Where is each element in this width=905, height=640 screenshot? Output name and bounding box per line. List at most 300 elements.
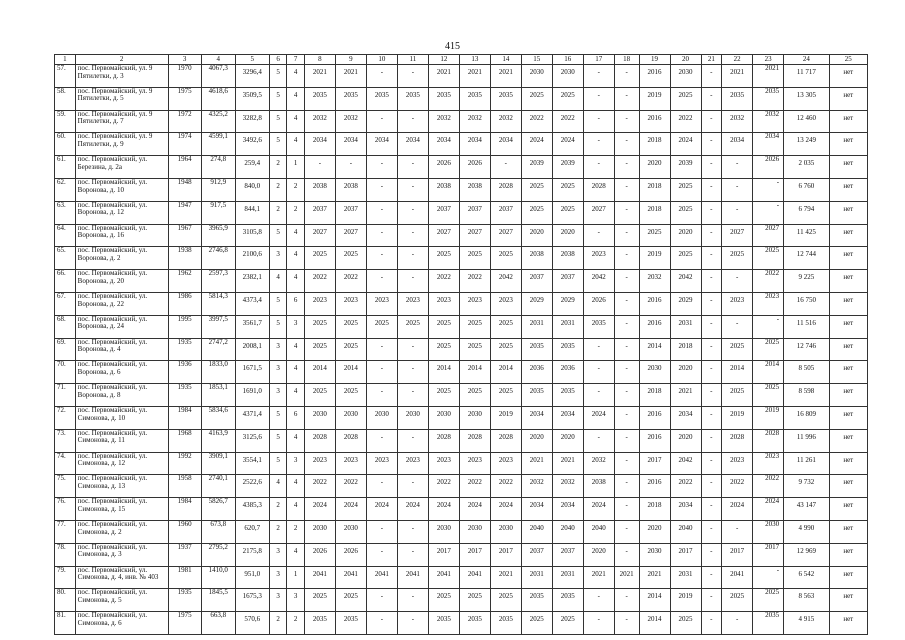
value-cell: 2032 xyxy=(639,270,670,293)
value-cell: 2023 xyxy=(304,452,335,475)
value-cell: - xyxy=(701,133,722,156)
column-number: 18 xyxy=(614,55,639,65)
value-cell: 2035 xyxy=(335,87,366,110)
value-cell: 2014 xyxy=(490,361,521,384)
value-cell: 2014 xyxy=(335,361,366,384)
value-cell: 2035 xyxy=(521,338,552,361)
row-number: 63. xyxy=(55,201,76,224)
value-cell: 2022 xyxy=(335,270,366,293)
value-cell: 1936 xyxy=(168,361,201,384)
value-cell: 4599,1 xyxy=(201,133,235,156)
address-cell: пос. Первомайский, ул. Воронова, д. 20 xyxy=(75,270,168,293)
value-cell: 2746,8 xyxy=(201,247,235,270)
value-cell: 2795,2 xyxy=(201,543,235,566)
value-cell: 2025 xyxy=(490,315,521,338)
value-cell: 2041 xyxy=(304,566,335,589)
value-cell: - xyxy=(366,247,397,270)
column-number: 24 xyxy=(784,55,829,65)
value-cell: 2023 xyxy=(304,292,335,315)
value-cell: - xyxy=(701,87,722,110)
value-cell: 2030 xyxy=(639,361,670,384)
address-cell: пос. Первомайский, ул. Симонова, д. 5 xyxy=(75,589,168,612)
value-cell: - xyxy=(701,589,722,612)
value-cell: 2021 xyxy=(639,566,670,589)
column-number: 5 xyxy=(235,55,269,65)
value-cell: 2025 xyxy=(459,384,490,407)
value-cell: 2025 xyxy=(335,315,366,338)
column-number: 23 xyxy=(753,55,784,65)
value-cell: 2022 xyxy=(428,270,459,293)
row-number: 78. xyxy=(55,543,76,566)
value-cell: 2020 xyxy=(521,224,552,247)
value-cell: 2028 xyxy=(459,429,490,452)
value-cell: 2020 xyxy=(552,429,583,452)
value-cell: 2023 xyxy=(428,292,459,315)
value-cell: 2027 xyxy=(490,224,521,247)
value-cell: 2025 xyxy=(428,315,459,338)
value-cell: 2030 xyxy=(639,543,670,566)
value-cell: 2040 xyxy=(583,520,614,543)
total-cell: 2014 xyxy=(753,361,784,384)
value-cell: - xyxy=(397,589,428,612)
value-cell: 2037 xyxy=(304,201,335,224)
value-cell: нет xyxy=(829,201,867,224)
value-cell: 2034 xyxy=(552,498,583,521)
value-cell: - xyxy=(722,201,753,224)
value-cell: 2025 xyxy=(490,247,521,270)
value-cell: 2382,1 xyxy=(235,270,269,293)
value-cell: 570,6 xyxy=(235,612,269,635)
value-cell: 2024 xyxy=(552,133,583,156)
value-cell: 2 xyxy=(269,498,287,521)
table-row xyxy=(55,247,868,270)
value-cell: 2025 xyxy=(397,315,428,338)
value-cell: 2027 xyxy=(583,201,614,224)
value-cell: - xyxy=(701,178,722,201)
value-cell: 2747,2 xyxy=(201,338,235,361)
table-row xyxy=(55,589,868,612)
value-cell: 2034 xyxy=(490,133,521,156)
flag-cell: 11 261 xyxy=(784,452,829,475)
value-cell: - xyxy=(366,110,397,133)
value-cell: 2031 xyxy=(521,566,552,589)
value-cell: 4 xyxy=(269,270,287,293)
total-cell: 2028 xyxy=(753,429,784,452)
value-cell: 1671,5 xyxy=(235,361,269,384)
flag-cell: 12 969 xyxy=(784,543,829,566)
value-cell: нет xyxy=(829,429,867,452)
value-cell: 2030 xyxy=(304,520,335,543)
value-cell: - xyxy=(397,543,428,566)
value-cell: 2022 xyxy=(304,270,335,293)
value-cell: - xyxy=(397,156,428,179)
table-row xyxy=(55,475,868,498)
value-cell: 2035 xyxy=(490,87,521,110)
value-cell: 2175,8 xyxy=(235,543,269,566)
value-cell: 673,8 xyxy=(201,520,235,543)
value-cell: - xyxy=(614,292,639,315)
value-cell: 4 xyxy=(287,224,305,247)
value-cell: 1410,0 xyxy=(201,566,235,589)
value-cell: 1845,5 xyxy=(201,589,235,612)
value-cell: 2016 xyxy=(639,315,670,338)
value-cell: - xyxy=(366,361,397,384)
value-cell: 2025 xyxy=(335,384,366,407)
address-cell: пос. Первомайский, ул. Симонова, д. 13 xyxy=(75,475,168,498)
value-cell: - xyxy=(366,65,397,88)
value-cell: 2022 xyxy=(459,475,490,498)
value-cell: 2022 xyxy=(428,475,459,498)
value-cell: 1958 xyxy=(168,475,201,498)
value-cell: 1970 xyxy=(168,65,201,88)
flag-cell: 11 717 xyxy=(784,65,829,88)
value-cell: 2041 xyxy=(335,566,366,589)
row-number: 66. xyxy=(55,270,76,293)
value-cell: 2023 xyxy=(366,452,397,475)
value-cell: 2022 xyxy=(670,110,701,133)
value-cell: 2021 xyxy=(459,65,490,88)
value-cell: - xyxy=(366,384,397,407)
value-cell: - xyxy=(366,475,397,498)
value-cell: 3554,1 xyxy=(235,452,269,475)
address-cell: пос. Первомайский, ул. 9 Пятилетки, д. 9 xyxy=(75,133,168,156)
value-cell: - xyxy=(701,566,722,589)
value-cell: 2025 xyxy=(304,315,335,338)
value-cell: 2018 xyxy=(639,201,670,224)
value-cell: 2027 xyxy=(304,224,335,247)
value-cell: 2022 xyxy=(304,475,335,498)
address-cell: пос. Первомайский, ул. Симонова, д. 6 xyxy=(75,612,168,635)
value-cell: 2022 xyxy=(670,475,701,498)
flag-cell: 4 915 xyxy=(784,612,829,635)
value-cell: 2035 xyxy=(397,87,428,110)
value-cell: - xyxy=(366,520,397,543)
value-cell: 2020 xyxy=(670,361,701,384)
value-cell: - xyxy=(701,498,722,521)
value-cell: 5 xyxy=(269,452,287,475)
value-cell: 2014 xyxy=(722,361,753,384)
value-cell: 1968 xyxy=(168,429,201,452)
row-number: 68. xyxy=(55,315,76,338)
value-cell: 2034 xyxy=(521,498,552,521)
value-cell: 3282,8 xyxy=(235,110,269,133)
row-number: 80. xyxy=(55,589,76,612)
value-cell: 2025 xyxy=(722,384,753,407)
table-row xyxy=(55,429,868,452)
value-cell: 2025 xyxy=(304,247,335,270)
value-cell: 2026 xyxy=(304,543,335,566)
value-cell: - xyxy=(701,270,722,293)
value-cell: 4 xyxy=(287,133,305,156)
value-cell: 2038 xyxy=(552,247,583,270)
value-cell: 1691,0 xyxy=(235,384,269,407)
value-cell: - xyxy=(701,520,722,543)
value-cell: - xyxy=(614,406,639,429)
value-cell: - xyxy=(583,133,614,156)
value-cell: - xyxy=(614,361,639,384)
value-cell: - xyxy=(701,156,722,179)
flag-cell: 2 035 xyxy=(784,156,829,179)
value-cell: 2030 xyxy=(459,520,490,543)
value-cell: 2021 xyxy=(428,65,459,88)
value-cell: 4067,3 xyxy=(201,65,235,88)
value-cell: 4618,6 xyxy=(201,87,235,110)
row-number: 77. xyxy=(55,520,76,543)
column-number: 21 xyxy=(701,55,722,65)
value-cell: 2025 xyxy=(521,178,552,201)
value-cell: 1935 xyxy=(168,384,201,407)
address-cell: пос. Первомайский, ул. Симонова, д. 10 xyxy=(75,406,168,429)
value-cell: 1974 xyxy=(168,133,201,156)
value-cell: 2020 xyxy=(583,543,614,566)
table-row xyxy=(55,201,868,224)
row-number: 57. xyxy=(55,65,76,88)
value-cell: 2014 xyxy=(639,589,670,612)
value-cell: 5 xyxy=(269,315,287,338)
value-cell: 2020 xyxy=(521,429,552,452)
value-cell: - xyxy=(583,87,614,110)
value-cell: - xyxy=(614,589,639,612)
value-cell: 2025 xyxy=(670,178,701,201)
value-cell: 6 xyxy=(287,292,305,315)
value-cell: 2023 xyxy=(335,292,366,315)
table-row xyxy=(55,612,868,635)
value-cell: 1853,1 xyxy=(201,384,235,407)
value-cell: - xyxy=(583,361,614,384)
column-number-row xyxy=(55,55,868,65)
value-cell: 2024 xyxy=(583,406,614,429)
column-number: 25 xyxy=(829,55,867,65)
value-cell: нет xyxy=(829,475,867,498)
value-cell: 2025 xyxy=(490,384,521,407)
value-cell: 2023 xyxy=(722,292,753,315)
value-cell: 2028 xyxy=(304,429,335,452)
value-cell: 2032 xyxy=(490,110,521,133)
value-cell: 2023 xyxy=(397,452,428,475)
total-cell: 2035 xyxy=(753,612,784,635)
row-number: 73. xyxy=(55,429,76,452)
value-cell: 2023 xyxy=(459,452,490,475)
value-cell: 2032 xyxy=(521,475,552,498)
value-cell: 2020 xyxy=(670,429,701,452)
value-cell: 2038 xyxy=(521,247,552,270)
total-cell: 2024 xyxy=(753,498,784,521)
value-cell: 2035 xyxy=(552,589,583,612)
value-cell: - xyxy=(366,224,397,247)
value-cell: 2034 xyxy=(722,133,753,156)
value-cell: 2021 xyxy=(583,566,614,589)
value-cell: - xyxy=(701,384,722,407)
value-cell: 2035 xyxy=(490,612,521,635)
value-cell: 5814,3 xyxy=(201,292,235,315)
value-cell: 2025 xyxy=(335,338,366,361)
value-cell: 2024 xyxy=(428,498,459,521)
value-cell: 2024 xyxy=(722,498,753,521)
value-cell: 2039 xyxy=(521,156,552,179)
value-cell: - xyxy=(701,361,722,384)
value-cell: 2025 xyxy=(552,612,583,635)
value-cell: - xyxy=(701,247,722,270)
value-cell: - xyxy=(722,156,753,179)
total-cell: 2017 xyxy=(753,543,784,566)
value-cell: 1947 xyxy=(168,201,201,224)
value-cell: - xyxy=(366,270,397,293)
value-cell: - xyxy=(701,315,722,338)
value-cell: 2025 xyxy=(304,338,335,361)
address-cell: пос. Первомайский, ул. Воронова, д. 24 xyxy=(75,315,168,338)
flag-cell: 6 794 xyxy=(784,201,829,224)
value-cell: - xyxy=(583,110,614,133)
row-number: 76. xyxy=(55,498,76,521)
value-cell: 2025 xyxy=(428,589,459,612)
value-cell: - xyxy=(583,224,614,247)
value-cell: 4163,9 xyxy=(201,429,235,452)
value-cell: 5 xyxy=(269,87,287,110)
value-cell: нет xyxy=(829,612,867,635)
value-cell: 2021 xyxy=(490,566,521,589)
value-cell: 3 xyxy=(269,338,287,361)
value-cell: 2025 xyxy=(335,247,366,270)
value-cell: 2025 xyxy=(639,224,670,247)
flag-cell: 4 990 xyxy=(784,520,829,543)
value-cell: 2522,6 xyxy=(235,475,269,498)
value-cell: 2023 xyxy=(459,292,490,315)
value-cell: 5 xyxy=(269,65,287,88)
flag-cell: 12 746 xyxy=(784,338,829,361)
value-cell: 2017 xyxy=(428,543,459,566)
table-row xyxy=(55,452,868,475)
total-cell: 2022 xyxy=(753,475,784,498)
value-cell: 2028 xyxy=(335,429,366,452)
value-cell: - xyxy=(366,429,397,452)
address-cell: пос. Первомайский, ул. Симонова, д. 2 xyxy=(75,520,168,543)
value-cell: 2019 xyxy=(639,247,670,270)
value-cell: 2025 xyxy=(490,338,521,361)
flag-cell: 16 750 xyxy=(784,292,829,315)
value-cell: нет xyxy=(829,247,867,270)
flag-cell: 9 225 xyxy=(784,270,829,293)
flag-cell: 11 425 xyxy=(784,224,829,247)
value-cell: 2018 xyxy=(639,178,670,201)
value-cell: нет xyxy=(829,498,867,521)
value-cell: - xyxy=(397,110,428,133)
value-cell: 4 xyxy=(287,475,305,498)
value-cell: - xyxy=(614,612,639,635)
value-cell: 2016 xyxy=(639,475,670,498)
column-number: 20 xyxy=(670,55,701,65)
column-number: 10 xyxy=(366,55,397,65)
table-row xyxy=(55,566,868,589)
address-cell: пос. Первомайский, ул. Воронова, д. 16 xyxy=(75,224,168,247)
value-cell: 2017 xyxy=(490,543,521,566)
row-number: 71. xyxy=(55,384,76,407)
value-cell: 4 xyxy=(287,270,305,293)
value-cell: 2019 xyxy=(722,406,753,429)
value-cell: 2038 xyxy=(459,178,490,201)
value-cell: - xyxy=(722,520,753,543)
value-cell: - xyxy=(701,612,722,635)
value-cell: 2032 xyxy=(583,452,614,475)
value-cell: 3965,9 xyxy=(201,224,235,247)
address-cell: пос. Первомайский, ул. Воронова, д. 10 xyxy=(75,178,168,201)
table-row xyxy=(55,65,868,88)
value-cell: 2035 xyxy=(428,87,459,110)
value-cell: 2020 xyxy=(639,156,670,179)
value-cell: - xyxy=(397,247,428,270)
value-cell: - xyxy=(701,110,722,133)
value-cell: - xyxy=(614,65,639,88)
value-cell: 2037 xyxy=(459,201,490,224)
value-cell: 2035 xyxy=(521,589,552,612)
table-row xyxy=(55,178,868,201)
table-row xyxy=(55,292,868,315)
value-cell: 1981 xyxy=(168,566,201,589)
value-cell: 2027 xyxy=(428,224,459,247)
row-number: 62. xyxy=(55,178,76,201)
value-cell: - xyxy=(397,475,428,498)
flag-cell: 43 147 xyxy=(784,498,829,521)
value-cell: 2 xyxy=(287,201,305,224)
value-cell: 4 xyxy=(287,110,305,133)
value-cell: 2031 xyxy=(670,566,701,589)
value-cell: 4 xyxy=(287,247,305,270)
value-cell: 3 xyxy=(287,315,305,338)
value-cell: 5834,6 xyxy=(201,406,235,429)
value-cell: 3 xyxy=(269,384,287,407)
address-cell: пос. Первомайский, ул. Березина, д. 2а xyxy=(75,156,168,179)
column-number: 2 xyxy=(75,55,168,65)
value-cell: 4371,4 xyxy=(235,406,269,429)
value-cell: 1964 xyxy=(168,156,201,179)
value-cell: 1972 xyxy=(168,110,201,133)
value-cell: 1986 xyxy=(168,292,201,315)
value-cell: 2041 xyxy=(366,566,397,589)
value-cell: 1975 xyxy=(168,612,201,635)
total-cell: 2034 xyxy=(753,133,784,156)
value-cell: 2023 xyxy=(722,452,753,475)
column-number: 9 xyxy=(335,55,366,65)
total-cell: 2032 xyxy=(753,110,784,133)
value-cell: 2037 xyxy=(552,270,583,293)
value-cell: - xyxy=(304,156,335,179)
value-cell: 2040 xyxy=(521,520,552,543)
value-cell: 2020 xyxy=(552,224,583,247)
row-number: 81. xyxy=(55,612,76,635)
table-row xyxy=(55,87,868,110)
value-cell: 4 xyxy=(287,384,305,407)
value-cell: - xyxy=(614,520,639,543)
value-cell: 2 xyxy=(269,156,287,179)
value-cell: - xyxy=(366,589,397,612)
row-number: 64. xyxy=(55,224,76,247)
address-cell: пос. Первомайский, ул. Симонова, д. 11 xyxy=(75,429,168,452)
value-cell: нет xyxy=(829,566,867,589)
value-cell: 2026 xyxy=(583,292,614,315)
value-cell: 3 xyxy=(269,247,287,270)
value-cell: 2038 xyxy=(428,178,459,201)
total-cell: 2025 xyxy=(753,384,784,407)
value-cell: - xyxy=(397,178,428,201)
address-cell: пос. Первомайский, ул. Симонова, д. 12 xyxy=(75,452,168,475)
row-number: 74. xyxy=(55,452,76,475)
flag-cell: 16 809 xyxy=(784,406,829,429)
value-cell: 2030 xyxy=(521,65,552,88)
row-number: 59. xyxy=(55,110,76,133)
value-cell: 1935 xyxy=(168,338,201,361)
table-row xyxy=(55,270,868,293)
value-cell: 1833,0 xyxy=(201,361,235,384)
value-cell: 2035 xyxy=(459,612,490,635)
